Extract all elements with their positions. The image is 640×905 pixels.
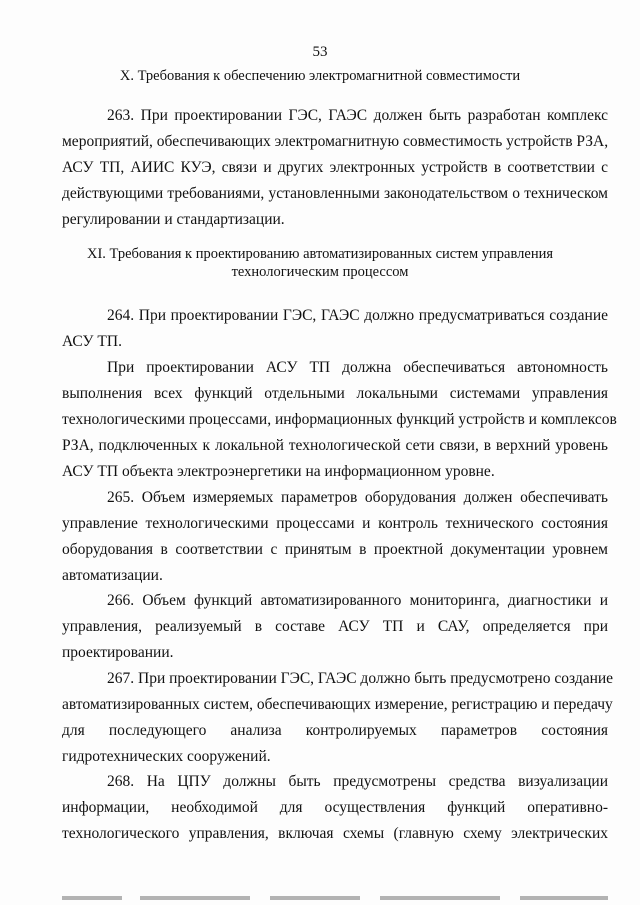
scan-smudge xyxy=(140,896,250,900)
paragraph-line: выполнения всех функций отдельными локальными системами управления xyxy=(62,385,608,402)
scan-smudge xyxy=(62,896,122,900)
section-10-heading xyxy=(62,67,578,85)
paragraph-268 xyxy=(62,769,608,847)
paragraph-264-continued xyxy=(62,355,617,485)
paragraph-line: При проектировании АСУ ТП должна обеспечиваться автономность xyxy=(107,359,608,376)
section-10-title: X. Требования к обеспечению электромагнитной совместимости xyxy=(119,68,521,84)
paragraph-line: 266. Объем функций автоматизированного мониторинга, диагностики и xyxy=(107,592,608,609)
paragraph-267 xyxy=(62,666,614,770)
paragraph-line: гидротехнических сооружений. xyxy=(62,748,271,765)
paragraph-line: 264. При проектировании ГЭС, ГАЭС должно предусматриваться создание xyxy=(107,307,608,324)
paragraph-line: мероприятий, обеспечивающих электромагнитную совместимость устройств РЗА, xyxy=(62,133,609,150)
paragraph-265 xyxy=(62,485,608,589)
paragraph-line: 268. На ЦПУ должны быть предусмотрены средства визуализации xyxy=(107,773,608,790)
paragraph-line: управление технологическими процессами и контроль технического состояния xyxy=(62,515,608,532)
scan-cutoff-artifact xyxy=(0,893,640,905)
paragraph-line: регулировании и стандартизации. xyxy=(62,211,285,228)
scan-smudge xyxy=(380,896,500,900)
paragraph-263 xyxy=(62,103,608,233)
paragraph-line: АСУ ТП, АИИС КУЭ, связи и других электронных устройств в соответствии с xyxy=(62,159,608,176)
paragraph-line: технологического управления, включая схемы (главную схему электрических xyxy=(62,825,608,842)
section-11-title-line2: технологическим процессом xyxy=(231,264,409,280)
paragraph-line: автоматизированных систем, обеспечивающих измерение, регистрацию и передачу xyxy=(62,696,613,713)
paragraph-line: 267. При проектировании ГЭС, ГАЭС должно быть предусмотрено создание xyxy=(107,670,614,687)
paragraph-line: автоматизации. xyxy=(62,567,163,584)
paragraph-line: проектировании. xyxy=(62,644,174,661)
paragraph-264 xyxy=(62,303,608,355)
scan-smudge xyxy=(270,896,360,900)
paragraph-line: управления, реализуемый в составе АСУ ТП и САУ, определяется при xyxy=(62,618,608,635)
paragraph-line: АСУ ТП. xyxy=(62,333,122,350)
paragraph-line: информации, необходимой для осуществления функций оперативно- xyxy=(62,799,608,816)
paragraph-line: технологическими процессами, информационных функций устройств и комплексов xyxy=(62,411,617,428)
section-11-heading xyxy=(62,245,578,281)
section-11-title-line1: XI. Требования к проектированию автоматизированных систем управления xyxy=(86,246,554,262)
paragraph-line: РЗА, подключенных к локальной технологической сети связи, в верхний уровень xyxy=(62,437,608,454)
paragraph-line: оборудования в соответствии с принятым в проектной документации уровнем xyxy=(62,541,608,558)
scan-smudge xyxy=(520,896,608,900)
paragraph-line: для последующего анализа контролируемых параметров состояния xyxy=(62,722,608,739)
paragraph-line: действующими требованиями, установленными законодательством о техническом xyxy=(62,185,608,202)
page-number: 53 xyxy=(312,44,328,60)
paragraph-line: АСУ ТП объекта электроэнергетики на информационном уровне. xyxy=(62,463,495,480)
paragraph-line: 265. Объем измеряемых параметров оборудования должен обеспечивать xyxy=(107,489,608,506)
paragraph-line: 263. При проектировании ГЭС, ГАЭС должен быть разработан комплекс xyxy=(107,107,608,124)
paragraph-266 xyxy=(62,588,608,666)
